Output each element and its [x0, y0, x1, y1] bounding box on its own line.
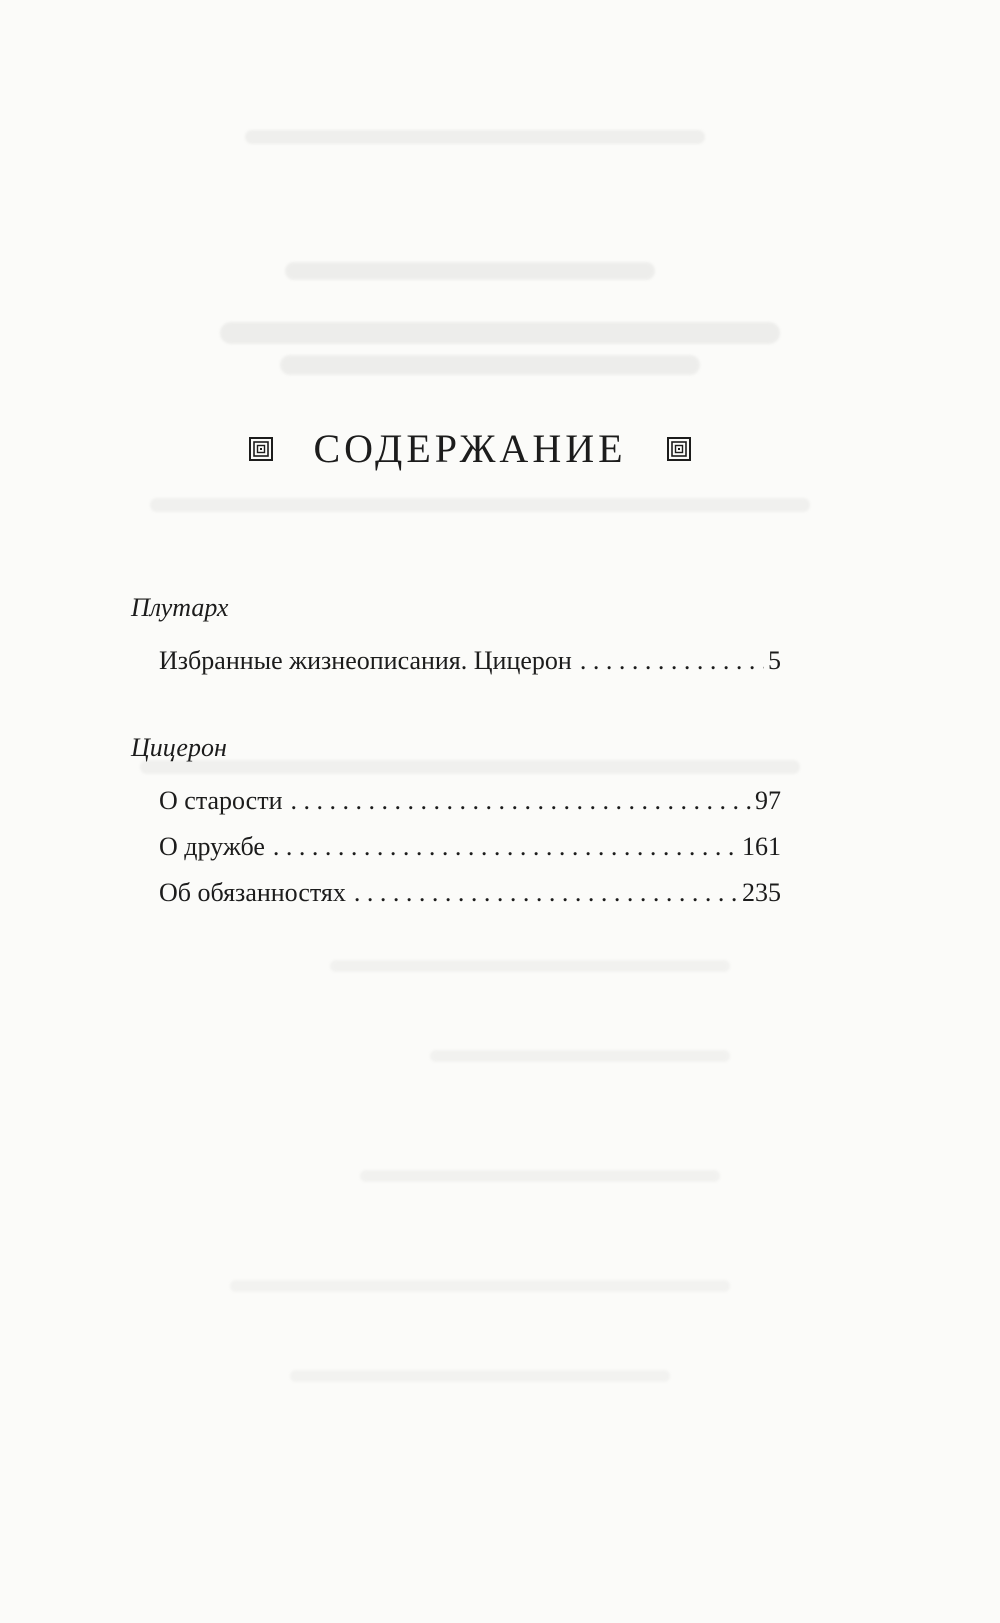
toc-entry-title: О дружбе [159, 832, 265, 861]
toc-entry-title: Избранные жизнеописания. Цицерон [159, 646, 572, 675]
toc-entry-page: 97 [755, 786, 781, 815]
leader-dots [580, 638, 764, 684]
toc-entry[interactable] [159, 638, 781, 684]
show-through-mark [245, 130, 705, 144]
show-through-mark [220, 322, 780, 344]
toc-entry-page: 235 [742, 878, 781, 907]
toc-entry-title: О старости [159, 786, 283, 815]
toc-entry-title: Об обязанностях [159, 878, 346, 907]
leader-dots [291, 778, 752, 824]
show-through-mark [430, 1050, 730, 1062]
show-through-mark [290, 1370, 670, 1382]
toc-author: Цицерон [131, 733, 227, 762]
show-through-mark [150, 498, 810, 512]
toc-group-plutarch [131, 590, 781, 684]
toc-author: Плутарх [131, 593, 229, 622]
page-title: СОДЕРЖАНИЕ [313, 425, 627, 471]
show-through-mark [280, 355, 700, 375]
toc-entry[interactable] [159, 778, 781, 824]
toc-entry-page: 5 [768, 646, 781, 675]
square-meander-ornament-left-icon [249, 437, 273, 461]
table-of-contents [131, 590, 781, 962]
show-through-mark [230, 1280, 730, 1292]
toc-entry-page: 161 [742, 832, 781, 861]
toc-entry[interactable] [159, 824, 781, 870]
square-meander-ornament-right-icon [667, 437, 691, 461]
contents-heading [0, 425, 940, 469]
show-through-mark [285, 262, 655, 280]
toc-entry[interactable] [159, 870, 781, 916]
leader-dots [273, 824, 738, 870]
show-through-mark [360, 1170, 720, 1182]
toc-group-cicero [131, 730, 781, 916]
leader-dots [354, 870, 738, 916]
